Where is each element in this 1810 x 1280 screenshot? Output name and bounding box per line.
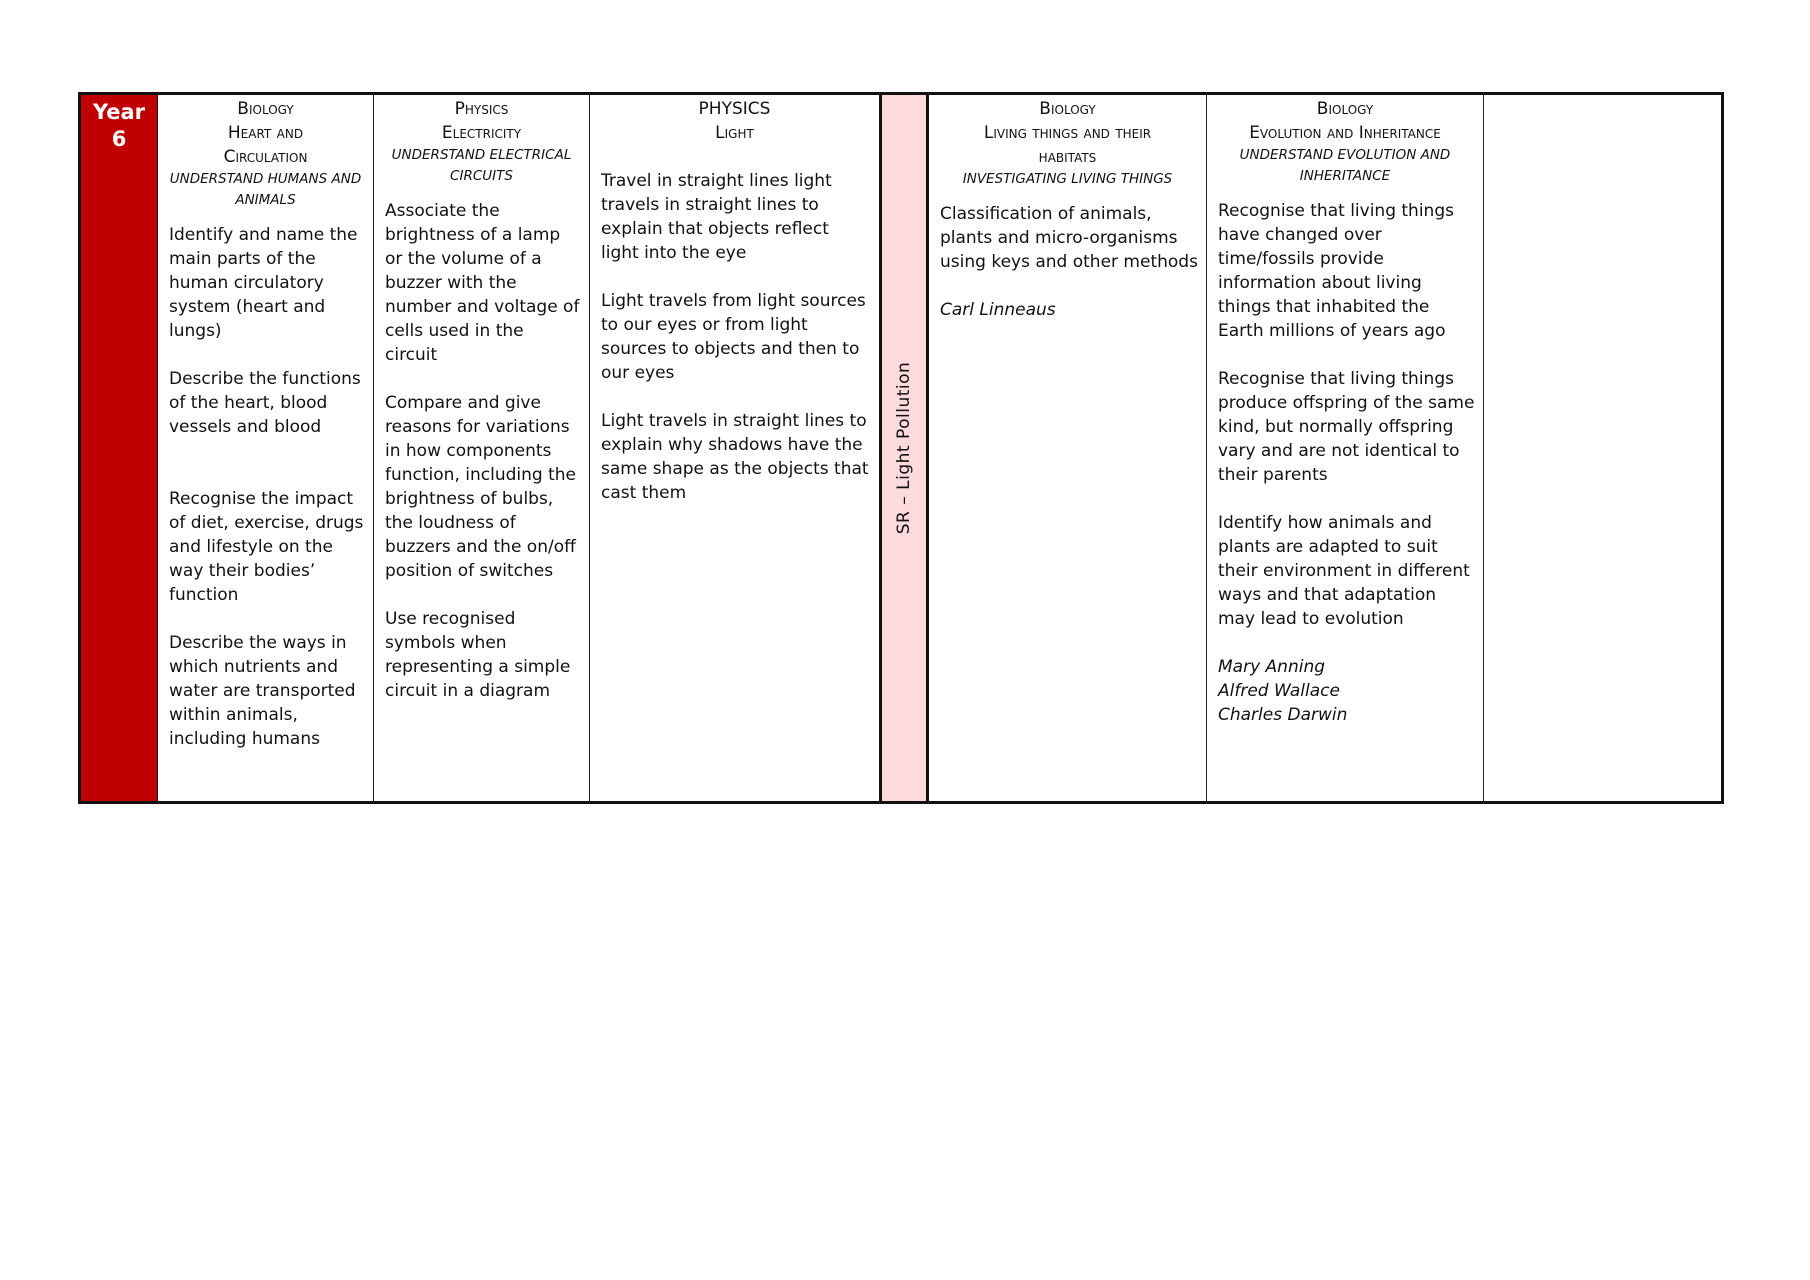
column-content: [929, 190, 1206, 322]
objective-text: Describe the ways in which nutrients and water are transported within animals, including humans: [169, 633, 356, 749]
column-content: [374, 187, 589, 703]
column-evolution-inheritance: [1207, 95, 1484, 801]
strand-label: UNDERSTAND EVOLUTION AND INHERITANCE: [1239, 147, 1451, 184]
objective-text: Recognise that living things produce offspring of the same kind, but normally offspring vary and are not identical to their parents: [1218, 369, 1475, 485]
topic-title: habitats: [1038, 147, 1097, 167]
column-content: [158, 211, 373, 751]
topic-title: Circulation: [223, 147, 308, 167]
column-content: [1207, 187, 1483, 727]
column-header: [590, 95, 879, 145]
column-living-things: [929, 95, 1207, 801]
objective-text: Identify how animals and plants are adapted to suit their environment in different ways and that adaptation may lead to evolution: [1218, 513, 1470, 629]
topic-title: Heart and: [227, 123, 304, 143]
column-header: [929, 95, 1206, 190]
subject-title: PHYSICS: [698, 99, 771, 119]
sr-label: SR – Light Pollution: [894, 361, 914, 535]
strand-label: UNDERSTAND HUMANS AND ANIMALS: [169, 171, 362, 208]
scientist-name: Carl Linneaus: [940, 300, 1056, 320]
column-header: [374, 95, 589, 187]
sr-column: [882, 95, 929, 801]
topic-title: Living things and their: [983, 123, 1152, 143]
objective-text: Recognise that living things have changed over time/fossils provide information about living things that inhabited the Earth millions of years ago: [1218, 201, 1454, 341]
topic-title: Light: [715, 123, 754, 143]
column-content: [590, 145, 879, 505]
objective-text: Recognise the impact of diet, exercise, drugs and lifestyle on the way their bodies’ function: [169, 489, 364, 605]
subject-title: Biology: [237, 99, 294, 119]
column-electricity: [374, 95, 590, 801]
column-light: [590, 95, 882, 801]
topic-title: Evolution and Inheritance: [1249, 123, 1441, 143]
subject-title: Biology: [1039, 99, 1096, 119]
column-heart-circulation: [158, 95, 374, 801]
objective-text: Light travels from light sources to our eyes or from light sources to objects and then to our eyes: [601, 291, 866, 383]
column-header: [1207, 95, 1483, 187]
objective-text: Identify and name the main parts of the human circulatory system (heart and lungs): [169, 225, 358, 341]
strand-label: INVESTIGATING LIVING THINGS: [962, 171, 1173, 187]
subject-title: Biology: [1316, 99, 1374, 119]
strand-label: UNDERSTAND ELECTRICAL CIRCUITS: [391, 147, 572, 184]
objective-text: Compare and give reasons for variations in how components function, including the brightness of bulbs, the loudness of buzzers and the on/off position of switches: [385, 393, 576, 581]
objective-text: Use recognised symbols when representing a simple circuit in a diagram: [385, 609, 571, 701]
empty-column: [1484, 95, 1721, 801]
year-number: 6: [111, 127, 127, 151]
scientist-name: Mary Anning: [1218, 657, 1326, 677]
subject-title: Physics: [454, 99, 509, 119]
curriculum-table: [78, 92, 1724, 804]
column-header: [158, 95, 373, 211]
year-cell: [81, 95, 158, 801]
scientist-name: Alfred Wallace: [1218, 681, 1340, 701]
objective-text: Associate the brightness of a lamp or the volume of a buzzer with the number and voltage of cells used in the circuit: [385, 201, 580, 365]
year-label: Year: [92, 100, 146, 124]
scientist-name: Charles Darwin: [1218, 705, 1348, 725]
objective-text: Travel in straight lines light travels in straight lines to explain that objects reflect light into the eye: [601, 171, 832, 263]
objective-text: Describe the functions of the heart, blood vessels and blood: [169, 369, 361, 437]
topic-title: Electricity: [441, 123, 522, 143]
objective-text: Light travels in straight lines to explain why shadows have the same shape as the objects that cast them: [601, 411, 869, 503]
objective-text: Classification of animals, plants and micro-organisms using keys and other methods: [940, 204, 1198, 272]
